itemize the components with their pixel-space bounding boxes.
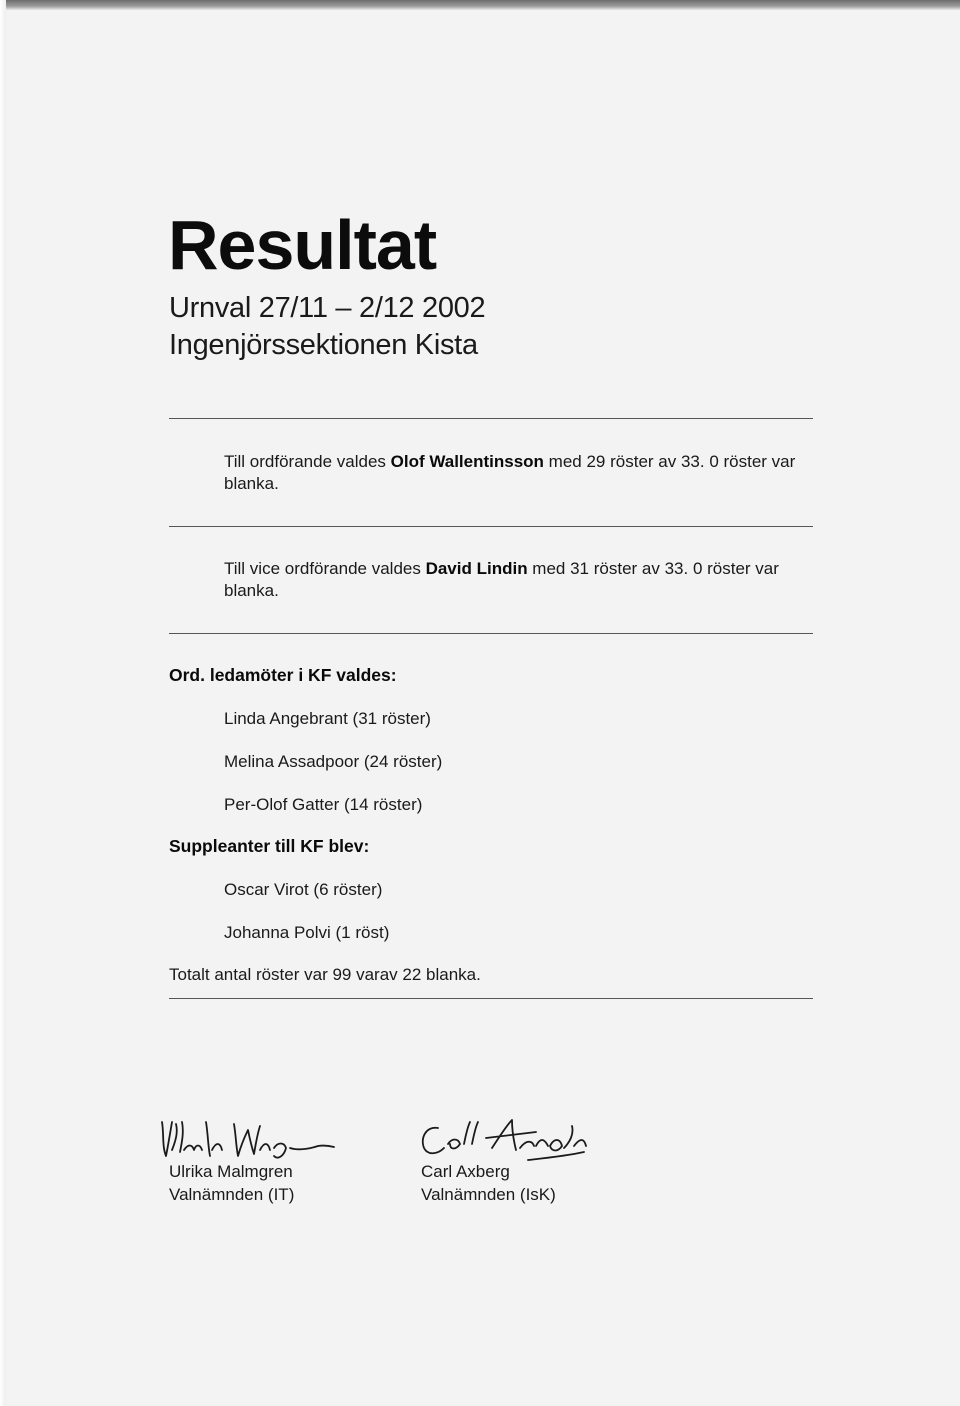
scan-left-edge (0, 0, 6, 1406)
member-entry: Linda Angebrant (31 röster) (224, 709, 431, 728)
chair-result (224, 451, 814, 495)
signature-ulrika-malmgren (150, 1110, 340, 1165)
total-votes: Totalt antal röster var 99 varav 22 blanka. (169, 965, 481, 984)
signer-name: Carl Axberg (421, 1162, 510, 1181)
subtitle-election-period: Urnval 27/11 – 2/12 2002 (169, 292, 486, 324)
signer-role: Valnämnden (IT) (169, 1185, 295, 1204)
substitutes-heading: Suppleanter till KF blev: (169, 836, 370, 856)
substitute-entry: Oscar Virot (6 röster) (224, 880, 383, 899)
chair-name: Olof Wallentinsson (390, 452, 544, 471)
vice-chair-prefix: Till vice ordförande valdes (224, 559, 426, 578)
vice-chair-result (224, 558, 814, 602)
members-heading: Ord. ledamöter i KF valdes: (169, 665, 397, 685)
signer-name: Ulrika Malmgren (169, 1162, 293, 1181)
divider (169, 633, 813, 634)
member-entry: Per-Olof Gatter (14 röster) (224, 795, 423, 814)
vice-chair-name: David Lindin (425, 559, 528, 578)
signature-carl-axberg (408, 1112, 598, 1167)
signer-role: Valnämnden (IsK) (421, 1185, 556, 1204)
vice-chair-suffix: med 31 röster av 33. 0 röster var blanka. (224, 559, 779, 600)
divider (169, 526, 813, 527)
member-entry: Melina Assadpoor (24 röster) (224, 752, 443, 771)
subtitle-section: Ingenjörssektionen Kista (169, 329, 478, 361)
divider (169, 998, 813, 999)
substitute-entry: Johanna Polvi (1 röst) (224, 923, 390, 942)
signer-block (169, 1160, 294, 1206)
divider (169, 418, 813, 419)
chair-prefix: Till ordförande valdes (224, 452, 391, 471)
scan-top-edge (0, 0, 960, 10)
chair-suffix: med 29 röster av 33. 0 röster var blanka. (224, 452, 796, 493)
signer-block (421, 1160, 556, 1206)
page-title: Resultat (168, 206, 437, 284)
